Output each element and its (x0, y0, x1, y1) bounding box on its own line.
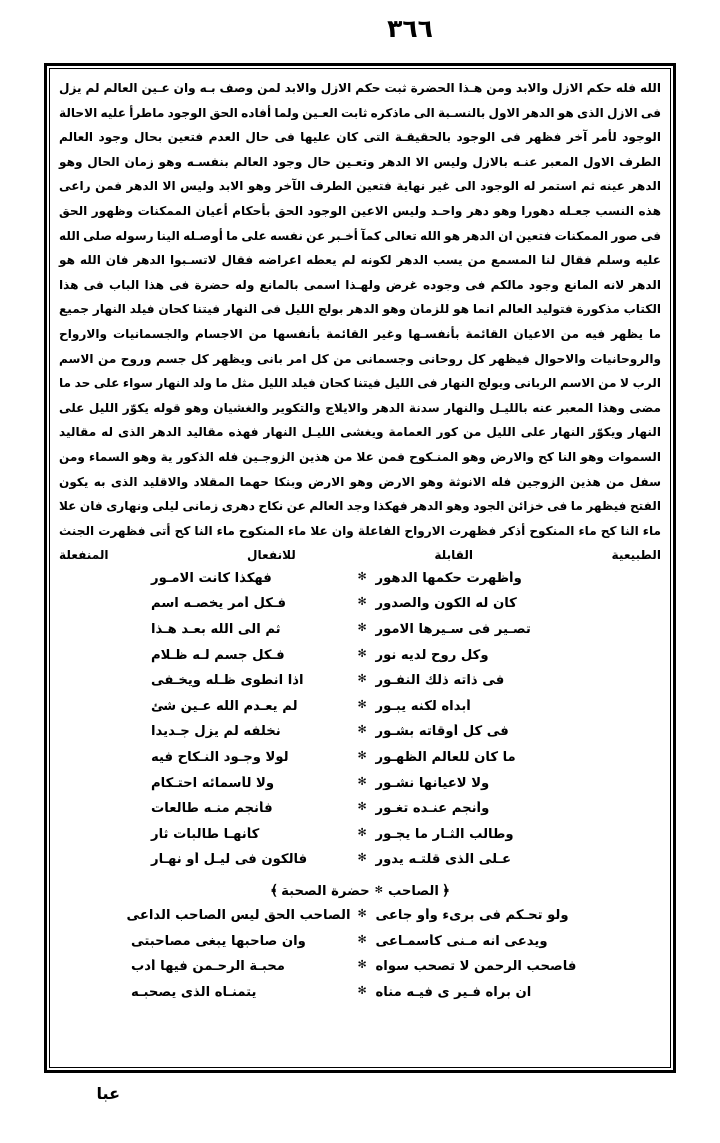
verse-line (125, 934, 595, 960)
verse-hemistich-second: وأنجم عنـده تغـور (375, 801, 490, 817)
verse-hemistich-first: فهكذا كانت الامـور (151, 570, 272, 586)
verse-line (125, 908, 595, 934)
verse-hemistich-first: فـكل أمر يخصـه اسم (151, 596, 287, 612)
verse-hemistich-first: فأنجم منـه طالعات (151, 801, 273, 817)
verse-line (145, 750, 575, 776)
verse-hemistich-second: وأظهرت حكمها الدهور (375, 570, 522, 586)
verse-separator-star-icon: ✻ (357, 697, 367, 711)
verse-hemistich-first: اذا انطوى ظـله ويخـفى (151, 673, 304, 689)
verse-hemistich-second: فى كل أوقاته بشـور (375, 724, 509, 740)
verse-separator-star-icon: ✻ (357, 774, 367, 788)
verse-hemistich-second: عـلى الذى قلتـه يدور (375, 852, 511, 868)
verse-line (145, 724, 575, 750)
verse-line (125, 985, 595, 1011)
verse-hemistich-second: ولا لاعيانها نشـور (375, 775, 490, 791)
verse-line (125, 959, 595, 985)
verse-hemistich-second: فى ذاته ذلك النفـور (375, 673, 505, 689)
section-heading (59, 878, 661, 905)
verse-separator-star-icon: ✻ (357, 621, 367, 635)
verse-separator-star-icon: ✻ (357, 825, 367, 839)
verse-hemistich-first: الصاحب الحق ليس الصاحب الداعى (126, 908, 351, 923)
verse-separator-star-icon: ✻ (357, 672, 367, 686)
heading-left-word: حضرة الصحبة (281, 884, 370, 899)
verse-hemistich-first: كأنهـا طالبات ثار (151, 826, 260, 842)
verse-separator-star-icon: ✻ (357, 907, 367, 920)
verse-line (145, 776, 575, 802)
verse-separator-star-icon: ✻ (357, 800, 367, 814)
verse-hemistich-first: محبـة الرحـمن فيها أدب (131, 959, 285, 975)
verse-separator-star-icon: ✻ (357, 932, 367, 946)
verse-hemistich-first: لولا وجـود النـكاح فيه (151, 750, 289, 766)
verse-hemistich-first: فـكل جسم لـه ظـلام (151, 647, 285, 663)
verse-hemistich-second: ما كان للعالم الظهـور (375, 750, 516, 766)
verse-line (145, 673, 575, 699)
verse-separator-star-icon: ✻ (357, 851, 367, 865)
verse-hemistich-first: ثم الى الله بعـد هـذا (151, 622, 281, 638)
verse-hemistich-second: وطالب الثـار ما يجـور (375, 826, 514, 842)
verse-separator-star-icon: ✻ (357, 983, 367, 997)
verse-hemistich-first: فالكون فى ليـل أو نهـار (151, 852, 308, 868)
main-prose-paragraph: الله فله حكم الازل والابد ومن هـذا الحضرة ثبت حكم الازل والابد لمن وصف بـه وان عـين العالم لم يزل فى الازل الذى هو الدهر الاول بالنسـبة الى ماذكره ثابت العـين ولما أفاده الحق الوجود ماطرأ عليه الاحالة الوجود لأمر آخر فظهر فى الوجود بالحقيقـة التى كان عليها فى حال العدم فتعين بحال وجود العالم الطرف الاول المعبر عنـه بالازل وليس الا الدهر وتعـين حال وجود العالم بنفسـه وهو زمان الحال وهو الدهر عينه ثم استمر له الوجود الى غير نهاية فتعين الطرف الآخر وهو الابد وليس الا الدهر فمن راعى هذه النسب جعـله دهورا وهو دهر واحـد وليس الاعين الوجود الحق بأحكام أعيان الممكنات وظهور الحق فى صور الممكنات فتعين ان الدهر هو الله تعالى كمآ أخـبر عن نفسه على ما أوصـله الينا رسوله صلى الله عليه وسلم فقال لنا المسمع من يسب الدهر لكونه لم يعطه اعراضه فقال لاتسـبوا الدهر فان الله هو الدهر لانه المانع وجود مالكم فى وجوده غرض ولهـذا اسمى بالمانع وله حضرة فى هذا الباب فى هذا الكتاب مذكورة فتوليد العالم انما هو للزمان وهو الدهر بولج الليل فى النهار فيتنا كحان فيلد النهار جميع ما يظهر فيه من الاعيان القائمة بأنفسـها وغير القائمة بأنفسها من الاجسام والجسمانيات والارواح والروحانيات والاحوال فيظهر كل روحانى وجسمانى من كل امر بانى ويظهر كل جسم وروح من الاسم الرب لا من الاسم الربانى ويولج النهار فى الليل فيتنا كحان فيلد الليل مثل ما ولد النهار سواء على حد ما مضى وهذا المعبر عنه بالليـل والنهار سدنة الدهر والايلاج والتكوير والغشيان وهو قوله يكوّر الليل على النهار ويكوّر النهار على الليل من كور العمامة ويغشى الليـل النهار فهذه مقاليد الدهر الذى له مقاليد السموات وهو النا كح والارض وهو المنـكوح فمن علا من هذين الزوجـين فله الذكور ية وهو السماء ومن سفل من هذين الزوجين فله الانوثة وهو الارض وهو الارض وبنكا حهما المقلاد والاقليد الذى به يكون الفتح فيظهر ما فى خزائن الجود وهو الدهر فهكذا وجد العالم عن نكاح دهرى زمانى ليلى ونهارى فان علا ماء النا كح ماء المنكوح أذكر فظهرت الارواح الفاعلة وان علا ماء المنكوح ماء النا كح أتى فظهرت الجنث الطبيعية القابلة للانفعال المنفعلة (59, 81, 661, 563)
page-number: ٣٦٦ (387, 14, 433, 43)
heading-close-brace-icon: ﴾ (269, 883, 279, 899)
verse-hemistich-first: نخلفه لم يزل جـديدا (151, 724, 281, 740)
verse-hemistich-second: وكل روح لديه نور (375, 647, 489, 663)
catchword: عبا (96, 1084, 120, 1103)
verse-separator-star-icon: ✻ (357, 958, 367, 972)
verse-hemistich-second: كان له الكون والصدور (375, 596, 517, 612)
verse-hemistich-second: أبداه لكنه يبـور (375, 698, 471, 714)
verse-hemistich-first: يتمنـاه الذى يصحبـه (131, 984, 257, 1000)
heading-right-word: الصاحب (387, 884, 439, 899)
verse-line (145, 622, 575, 648)
heading-open-brace-icon: ﴿ (441, 883, 451, 899)
verse-hemistich-second: ويدعى انه مـنى كأسمـاعى (375, 933, 548, 949)
verse-line (145, 827, 575, 853)
verse-separator-star-icon: ✻ (357, 723, 367, 737)
verse-hemistich-first: ولا لأسمائه احتـكام (151, 775, 275, 791)
verse-line (145, 801, 575, 827)
verse-line (145, 648, 575, 674)
poem-one (145, 571, 575, 878)
page-border-frame (44, 63, 676, 1073)
verse-line (145, 699, 575, 725)
verse-line (145, 596, 575, 622)
verse-line (145, 571, 575, 597)
poem-two (125, 908, 595, 1010)
verse-hemistich-second: تصـير فى سـيرها الامور (375, 622, 531, 638)
verse-hemistich-second: ان براه فـير ى فيـه مناه (375, 984, 532, 1000)
verse-separator-star-icon: ✻ (357, 749, 367, 763)
verse-hemistich-second: فاصحب الرحمن لا تصحب سواه (375, 959, 577, 975)
verse-separator-star-icon: ✻ (357, 569, 367, 583)
verse-hemistich-second: ولو تحـكم فى برىء وأو جاعى (375, 908, 569, 923)
verse-hemistich-first: وان صاحبها يبغى مصاحبتى (131, 933, 306, 949)
verse-line (145, 852, 575, 878)
heading-star-icon: ✻ (374, 885, 383, 896)
verse-separator-star-icon: ✻ (357, 595, 367, 609)
page-text-area (49, 68, 671, 1068)
verse-separator-star-icon: ✻ (357, 646, 367, 660)
verse-hemistich-first: لم يعـدم الله عـين شئ (151, 698, 298, 714)
